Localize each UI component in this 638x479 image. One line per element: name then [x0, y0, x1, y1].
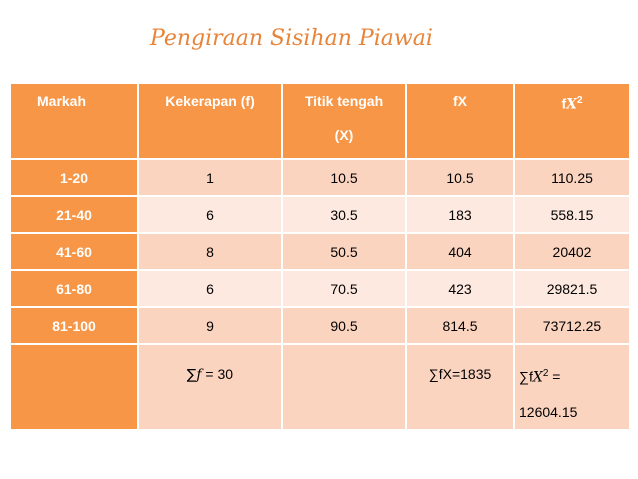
header-titik-line2: (X) — [334, 127, 354, 143]
cell-x: 90.5 — [282, 307, 406, 344]
cell-markah: 21-40 — [10, 196, 138, 233]
cell-fx: 404 — [406, 233, 514, 270]
table-row — [10, 270, 630, 307]
total-fx2 — [514, 344, 630, 430]
cell-fx: 423 — [406, 270, 514, 307]
total-fx2-eq: = — [548, 368, 561, 385]
cell-x: 10.5 — [282, 159, 406, 196]
cell-fx2: 29821.5 — [514, 270, 630, 307]
header-fx2-prefix: f — [561, 95, 567, 112]
table-row — [10, 307, 630, 344]
page-title: Pengiraan Sisihan Piawai — [150, 26, 433, 51]
cell-fx2: 73712.25 — [514, 307, 630, 344]
header-row — [10, 83, 630, 159]
total-f-value: = 30 — [201, 366, 234, 382]
cell-fx2: 558.15 — [514, 196, 630, 233]
cell-f: 9 — [138, 307, 282, 344]
total-fx: ∑fX=1835 — [406, 344, 514, 430]
cell-fx: 10.5 — [406, 159, 514, 196]
cell-x: 50.5 — [282, 233, 406, 270]
cell-markah: 61-80 — [10, 270, 138, 307]
total-f — [138, 344, 282, 430]
totals-row — [10, 344, 630, 430]
total-fx2-prefix: ∑f — [519, 368, 533, 385]
cell-f: 6 — [138, 196, 282, 233]
total-fx2-var: X — [532, 369, 543, 386]
header-fx2-exp: 2 — [576, 95, 583, 106]
cell-f: 1 — [138, 159, 282, 196]
cell-fx: 814.5 — [406, 307, 514, 344]
cell-f: 8 — [138, 233, 282, 270]
header-titik-line1: Titik tengah — [304, 93, 384, 109]
table-row — [10, 233, 630, 270]
sum-symbol: ∑ — [186, 367, 197, 383]
cell-fx2: 20402 — [514, 233, 630, 270]
table-row — [10, 159, 630, 196]
total-x-empty — [282, 344, 406, 430]
cell-fx2: 110.25 — [514, 159, 630, 196]
cell-x: 30.5 — [282, 196, 406, 233]
header-fx2 — [514, 83, 630, 159]
cell-f: 6 — [138, 270, 282, 307]
standard-deviation-table — [9, 82, 631, 431]
header-titik-tengah — [282, 83, 406, 159]
table-row — [10, 196, 630, 233]
cell-markah: 41-60 — [10, 233, 138, 270]
header-fx2-var: X — [566, 96, 577, 113]
cell-x: 70.5 — [282, 270, 406, 307]
total-fx2-value: 12604.15 — [519, 403, 578, 420]
header-kekerapan: Kekerapan (f) — [138, 83, 282, 159]
total-fx2-exp: 2 — [542, 368, 549, 379]
cell-markah: 1-20 — [10, 159, 138, 196]
cell-markah: 81-100 — [10, 307, 138, 344]
header-fx: fX — [406, 83, 514, 159]
totals-label-cell — [10, 344, 138, 430]
cell-fx: 183 — [406, 196, 514, 233]
total-f-var: f — [196, 367, 202, 383]
header-markah: Markah — [10, 83, 138, 159]
